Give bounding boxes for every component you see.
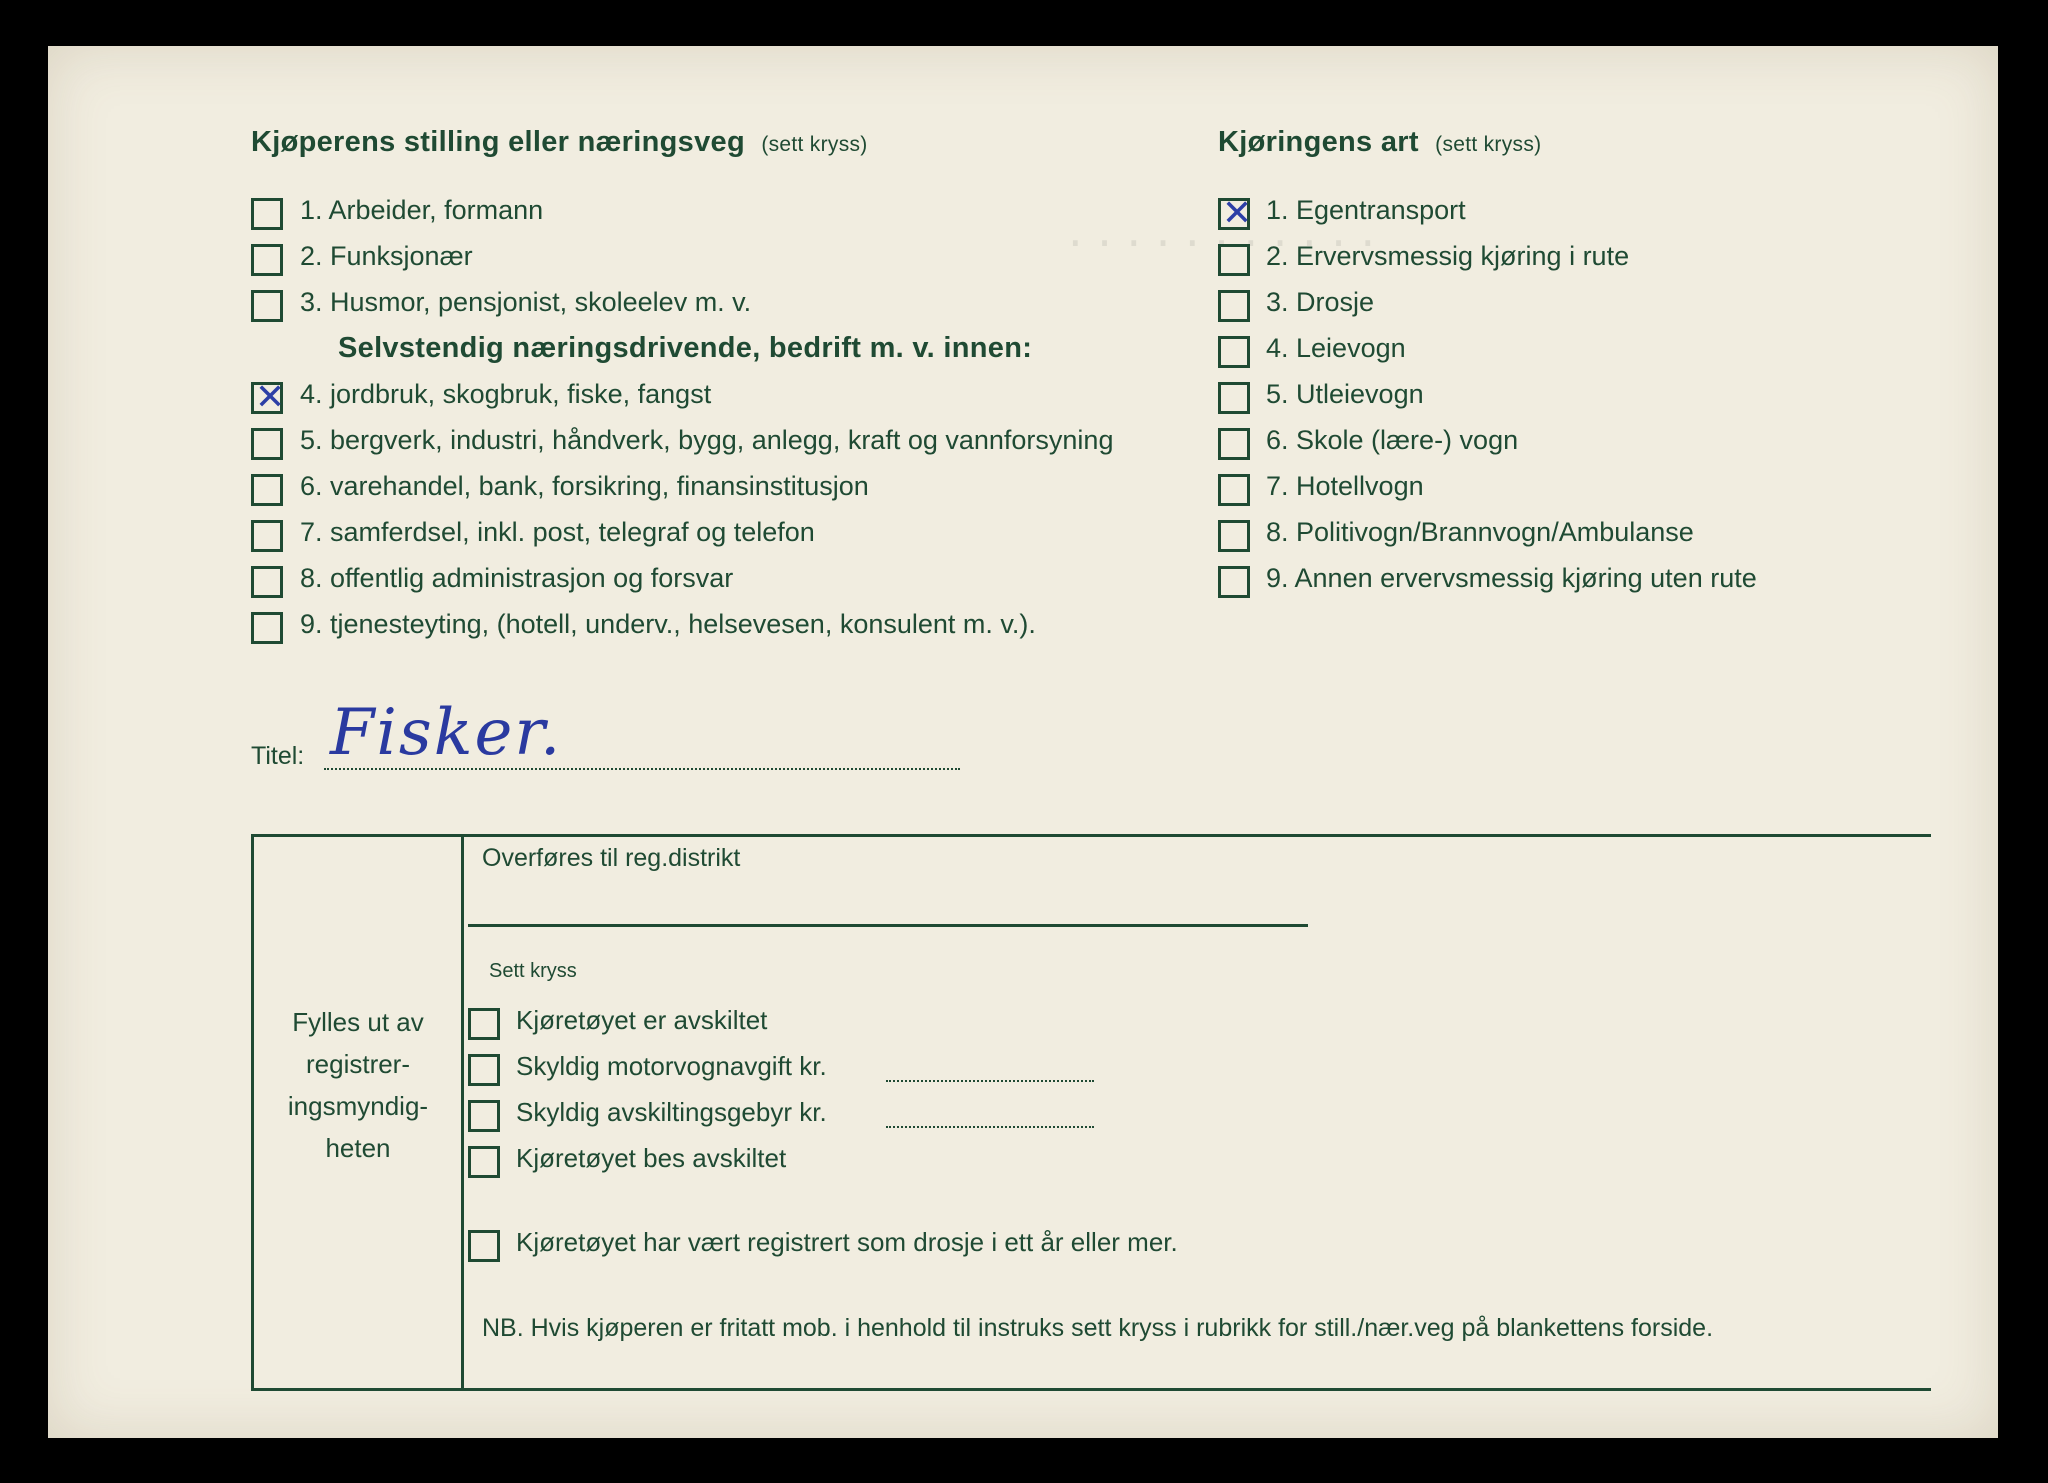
registry-box-divider (461, 834, 464, 1391)
checkbox-drosje[interactable] (1218, 290, 1250, 322)
motorvognavgift-amount-line[interactable] (886, 1080, 1094, 1082)
checkbox-husmor[interactable] (251, 290, 283, 322)
option-avskiltingsgebyr: Skyldig avskiltingsgebyr kr. (516, 1097, 827, 1127)
option-politivogn: 8. Politivogn/Brannvogn/Ambulanse (1266, 517, 1694, 547)
checkbox-varehandel[interactable] (251, 474, 283, 506)
checkbox-utleievogn[interactable] (1218, 382, 1250, 414)
registry-box-bottom (251, 1388, 1931, 1391)
option-bes-avskiltet: Kjøretøyet bes avskiltet (516, 1143, 787, 1173)
checkbox-annen-kjoring[interactable] (1218, 566, 1250, 598)
registry-box-top (251, 834, 1931, 837)
option-leievogn: 4. Leievogn (1266, 333, 1406, 363)
checkbox-rute[interactable] (1218, 244, 1250, 276)
option-jordbruk: 4. jordbruk, skogbruk, fiske, fangst (300, 379, 712, 409)
transfer-district-line (468, 924, 1308, 927)
checkbox-tjenesteyting[interactable] (251, 612, 283, 644)
option-husmor: 3. Husmor, pensjonist, skoleelev m. v. (300, 287, 752, 317)
nb-note: NB. Hvis kjøperen er fritatt mob. i henhold til instruks sett kryss i rubrikk for still./nær.veg på blankettens forside. (482, 1314, 1714, 1342)
option-samferdsel: 7. samferdsel, inkl. post, telegraf og telefon (300, 517, 815, 547)
option-rute: 2. Ervervsmessig kjøring i rute (1266, 241, 1630, 271)
self-employed-subheading: Selvstendig næringsdrivende, bedrift m. v. innen: (338, 332, 1033, 364)
option-tjenesteyting: 9. tjenesteyting, (hotell, underv., helsevesen, konsulent m. v.). (300, 609, 1036, 639)
option-hotellvogn: 7. Hotellvogn (1266, 471, 1424, 501)
option-egentransport: 1. Egentransport (1266, 195, 1466, 225)
form-sheet (48, 46, 1998, 1438)
checkbox-egentransport[interactable] (1218, 198, 1250, 230)
checkbox-motorvognavgift[interactable] (468, 1054, 500, 1086)
registry-box-left (251, 834, 254, 1391)
checkbox-bes-avskiltet[interactable] (468, 1146, 500, 1178)
title-field-value[interactable]: Fisker. (330, 696, 563, 770)
transfer-district-label: Overføres til reg.distrikt (482, 844, 741, 872)
title-field-label: Titel: (251, 742, 305, 770)
option-avskiltet: Kjøretøyet er avskiltet (516, 1005, 768, 1035)
checkbox-bergverk[interactable] (251, 428, 283, 460)
cross-note: Sett kryss (489, 960, 577, 982)
checkbox-arbeider[interactable] (251, 198, 283, 230)
option-utleievogn: 5. Utleievogn (1266, 379, 1424, 409)
checkbox-avskiltet[interactable] (468, 1008, 500, 1040)
checkbox-avskiltingsgebyr[interactable] (468, 1100, 500, 1132)
option-skolevogn: 6. Skole (lære-) vogn (1266, 425, 1519, 455)
registry-side-label: Fylles ut av registrer- ingsmyndig- heten (287, 1007, 429, 1163)
avskiltingsgebyr-amount-line[interactable] (886, 1126, 1094, 1128)
driving-section-title: Kjøringens art (sett kryss) (1218, 126, 1542, 158)
checkbox-offentlig[interactable] (251, 566, 283, 598)
buyer-section-title: Kjøperens stilling eller næringsveg (sett kryss) (251, 126, 868, 158)
option-funksjonaer: 2. Funksjonær (300, 241, 473, 271)
option-annen-kjoring: 9. Annen ervervsmessig kjøring uten rute (1266, 563, 1757, 593)
option-bergverk: 5. bergverk, industri, håndverk, bygg, anlegg, kraft og vannforsyning (300, 425, 1114, 455)
checkbox-politivogn[interactable] (1218, 520, 1250, 552)
checkbox-samferdsel[interactable] (251, 520, 283, 552)
checkbox-leievogn[interactable] (1218, 336, 1250, 368)
driving-section-note: (sett kryss) (1435, 133, 1542, 156)
show-through-text: · · · · · · · · · · · (1068, 216, 1376, 270)
option-arbeider: 1. Arbeider, formann (300, 195, 544, 225)
checkbox-funksjonaer[interactable] (251, 244, 283, 276)
checkbox-skolevogn[interactable] (1218, 428, 1250, 460)
option-offentlig: 8. offentlig administrasjon og forsvar (300, 563, 734, 593)
option-varehandel: 6. varehandel, bank, forsikring, finansinstitusjon (300, 471, 869, 501)
option-drosje: 3. Drosje (1266, 287, 1375, 317)
checkbox-drosje-ett-ar[interactable] (468, 1230, 500, 1262)
buyer-section-note: (sett kryss) (761, 133, 868, 156)
option-motorvognavgift: Skyldig motorvognavgift kr. (516, 1051, 827, 1081)
option-drosje-ett-ar: Kjøretøyet har vært registrert som drosje i ett år eller mer. (516, 1227, 1178, 1257)
checkbox-jordbruk[interactable] (251, 382, 283, 414)
checkbox-hotellvogn[interactable] (1218, 474, 1250, 506)
